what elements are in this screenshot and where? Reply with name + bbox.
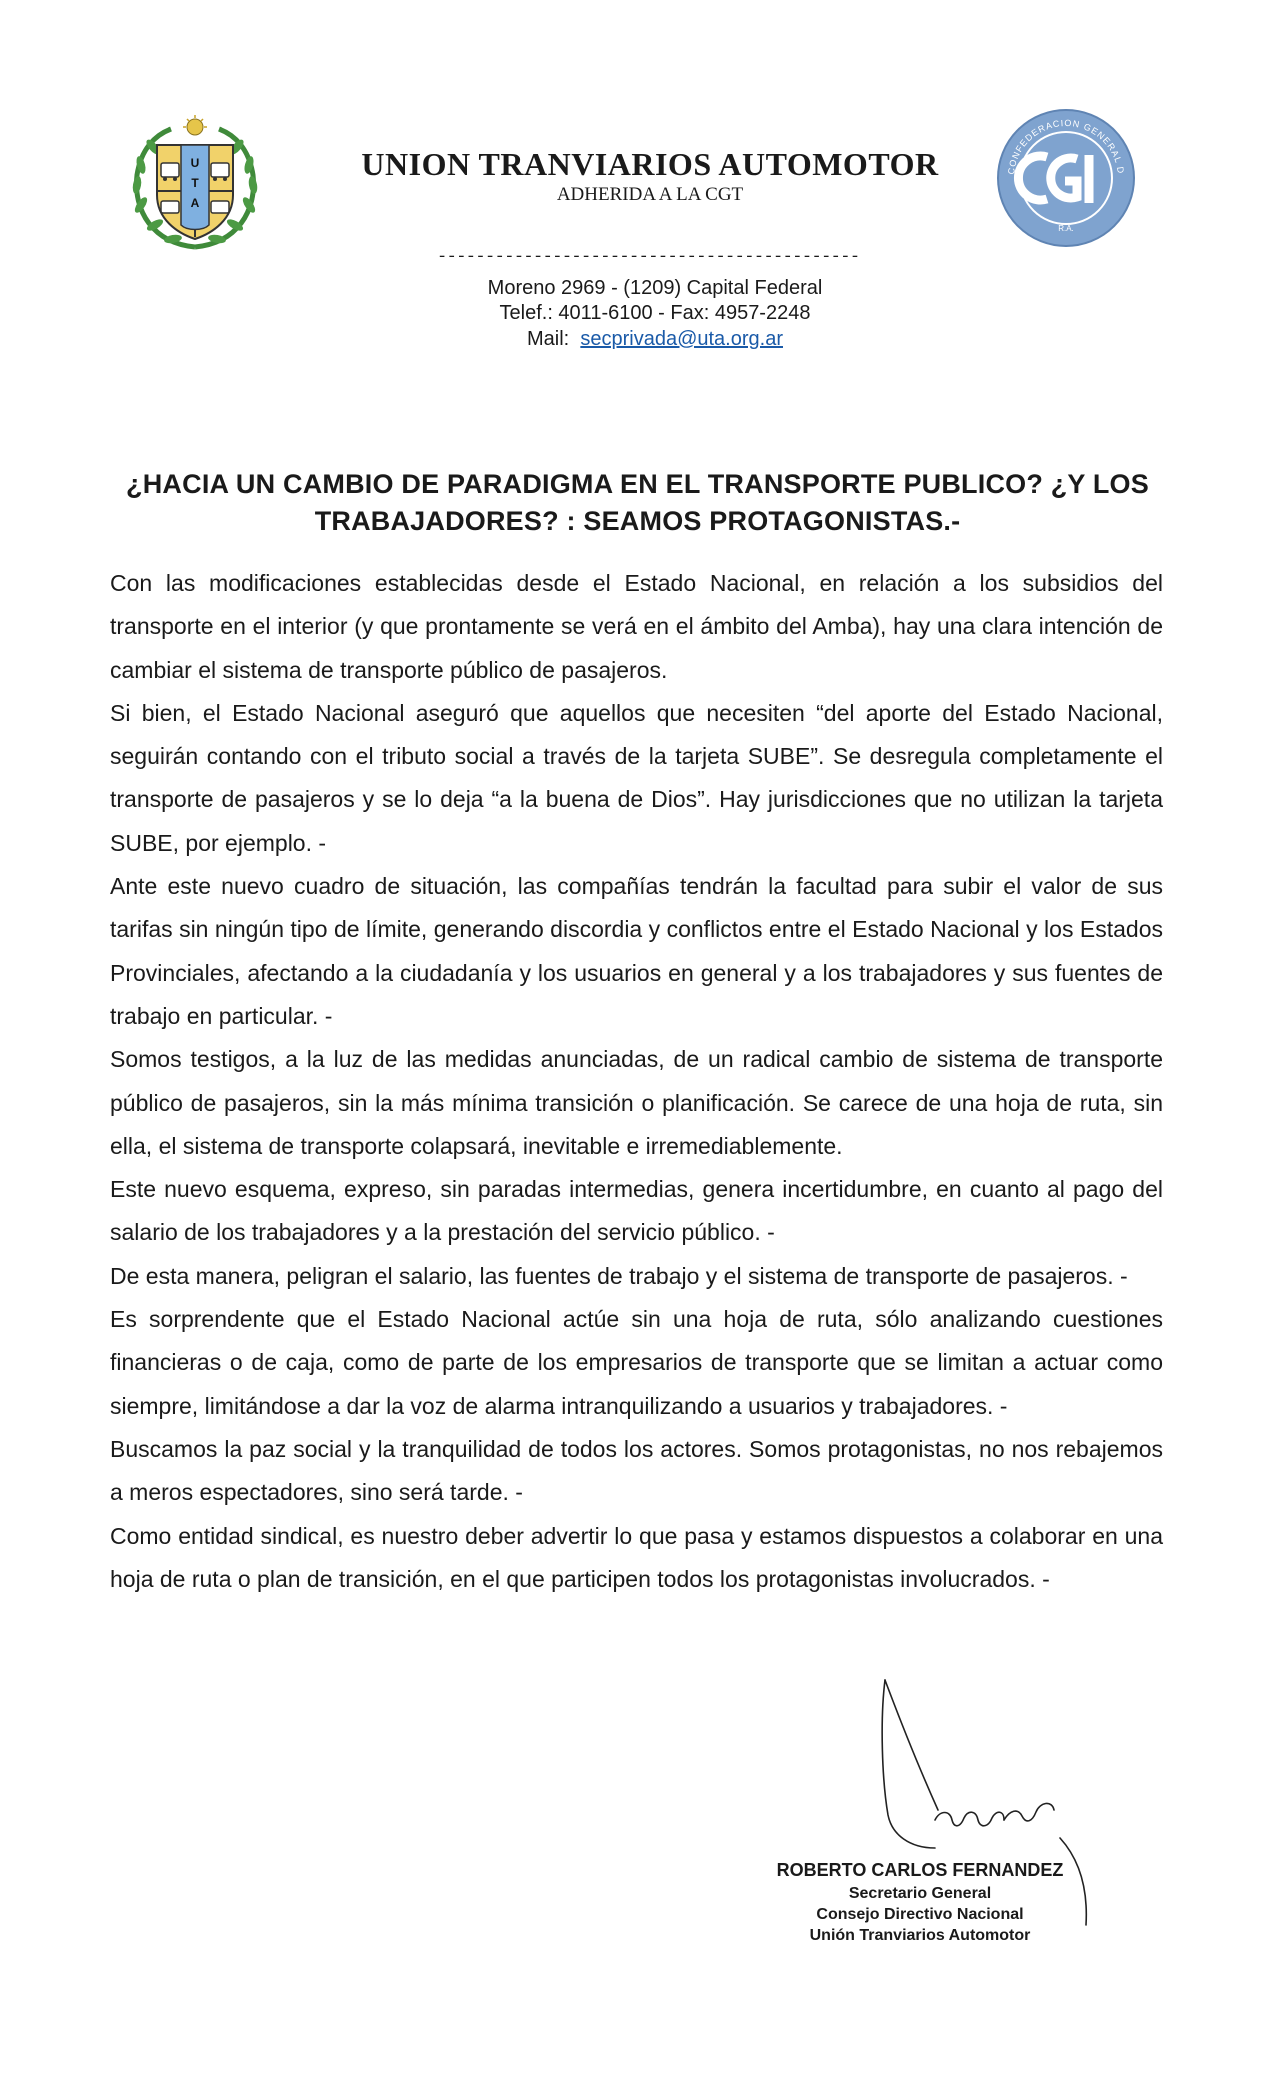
paragraph: De esta manera, peligran el salario, las fuentes de trabajo y el sistema de transporte de pasajeros. -	[110, 1262, 1128, 1289]
paragraph: Buscamos la paz social y la tranquilidad de todos los actores. Somos protagonistas, no nos rebajemos a meros espectadores, sino será tarde. -	[110, 1435, 1163, 1506]
header-divider: --------------------------------------------	[437, 248, 860, 267]
paragraph: Ante este nuevo cuadro de situación, las compañías tendrán la facultad para subir el valor de sus tarifas sin ningún tipo de límite, generando discordia y conflictos entre el Estado Nacional y los Estados Provinciales, afectando a la ciudadanía y los usuarios en general y a los trabajadores y sus fuentes de trabajo en particular. -	[110, 873, 1163, 1029]
mail-link[interactable]: secprivada@uta.org.ar	[580, 328, 783, 350]
document-title: ¿HACIA UN CAMBIO DE PARADIGMA EN EL TRANSPORTE PUBLICO? ¿Y LOS TRABAJADORES? : SEAMOS PROTAGONISTAS.-	[126, 469, 1149, 536]
cgt-logo	[995, 107, 1137, 249]
svg-text:U: U	[190, 156, 200, 170]
paragraph: Es sorprendente que el Estado Nacional actúe sin una hoja de ruta, sólo analizando cuestiones financieras o de caja, como de parte de los empresarios de transporte que se limitan a actuar como siempre, limitándose a dar la voz de alarma intranquilizando a usuarios y trabajadores. -	[110, 1306, 1163, 1419]
paragraph: Con las modificaciones establecidas desde el Estado Nacional, en relación a los subsidios del transporte en el interior (y que prontamente se verá en el ámbito del Amba), hay una clara intención de cambiar el sistema de transporte público de pasajeros.	[110, 570, 1163, 683]
paragraph: Como entidad sindical, es nuestro deber advertir lo que pasa y estamos dispuestos a colaborar en una hoja de ruta o plan de transición, en el que participen todos los protagonistas involucrados. -	[110, 1522, 1163, 1592]
paragraph: Este nuevo esquema, expreso, sin paradas intermedias, genera incertidumbre, en cuanto al pago del salario de los trabajadores y a la prestación del servicio público. -	[110, 1176, 1163, 1246]
svg-text:A: A	[190, 196, 200, 210]
document-body	[110, 562, 1163, 1601]
paragraph: Si bien, el Estado Nacional aseguró que aquellos que necesiten “del aporte del Estado Nacional, seguirán contando con el tributo social a través de la tarjeta SUBE”. Se desregula completamente el transporte de pasajeros y se lo deja “a la buena de Dios”. Hay jurisdicciones que no utilizan la tarjeta SUBE, por ejemplo. -	[110, 699, 1163, 856]
org-subtitle: ADHERIDA A LA CGT	[556, 184, 744, 205]
address-line: Moreno 2969 - (1209) Capital Federal	[487, 277, 823, 299]
signer-org: Unión Tranviarios Automotor	[809, 1927, 1031, 1944]
phone-line: Telef.: 4011-6100 - Fax: 4957-2248	[499, 302, 811, 324]
mail-label: Mail:	[527, 328, 570, 350]
mail-line	[400, 328, 910, 351]
cgt-ring-text: CONFEDERACION GENERAL D	[1006, 117, 1126, 176]
svg-text:T: T	[191, 176, 199, 190]
signer-name: ROBERTO CARLOS FERNANDEZ	[776, 1860, 1064, 1880]
uta-logo	[125, 115, 265, 255]
signer-body: Consejo Directivo Nacional	[816, 1906, 1024, 1923]
org-name: UNION TRANVIARIOS AUTOMOTOR	[361, 146, 939, 182]
paragraph: Somos testigos, a la luz de las medidas anunciadas, de un radical cambio de sistema de transporte público de pasajeros, sin la más mínima transición o planificación. Se carece de una hoja de ruta, sin ella, el sistema de transporte colapsará, inevitable e irremediablemente.	[110, 1046, 1163, 1159]
signer-role: Secretario General	[848, 1885, 992, 1902]
sun-icon	[183, 115, 207, 135]
cgt-country-text: R.A.	[1058, 224, 1074, 233]
